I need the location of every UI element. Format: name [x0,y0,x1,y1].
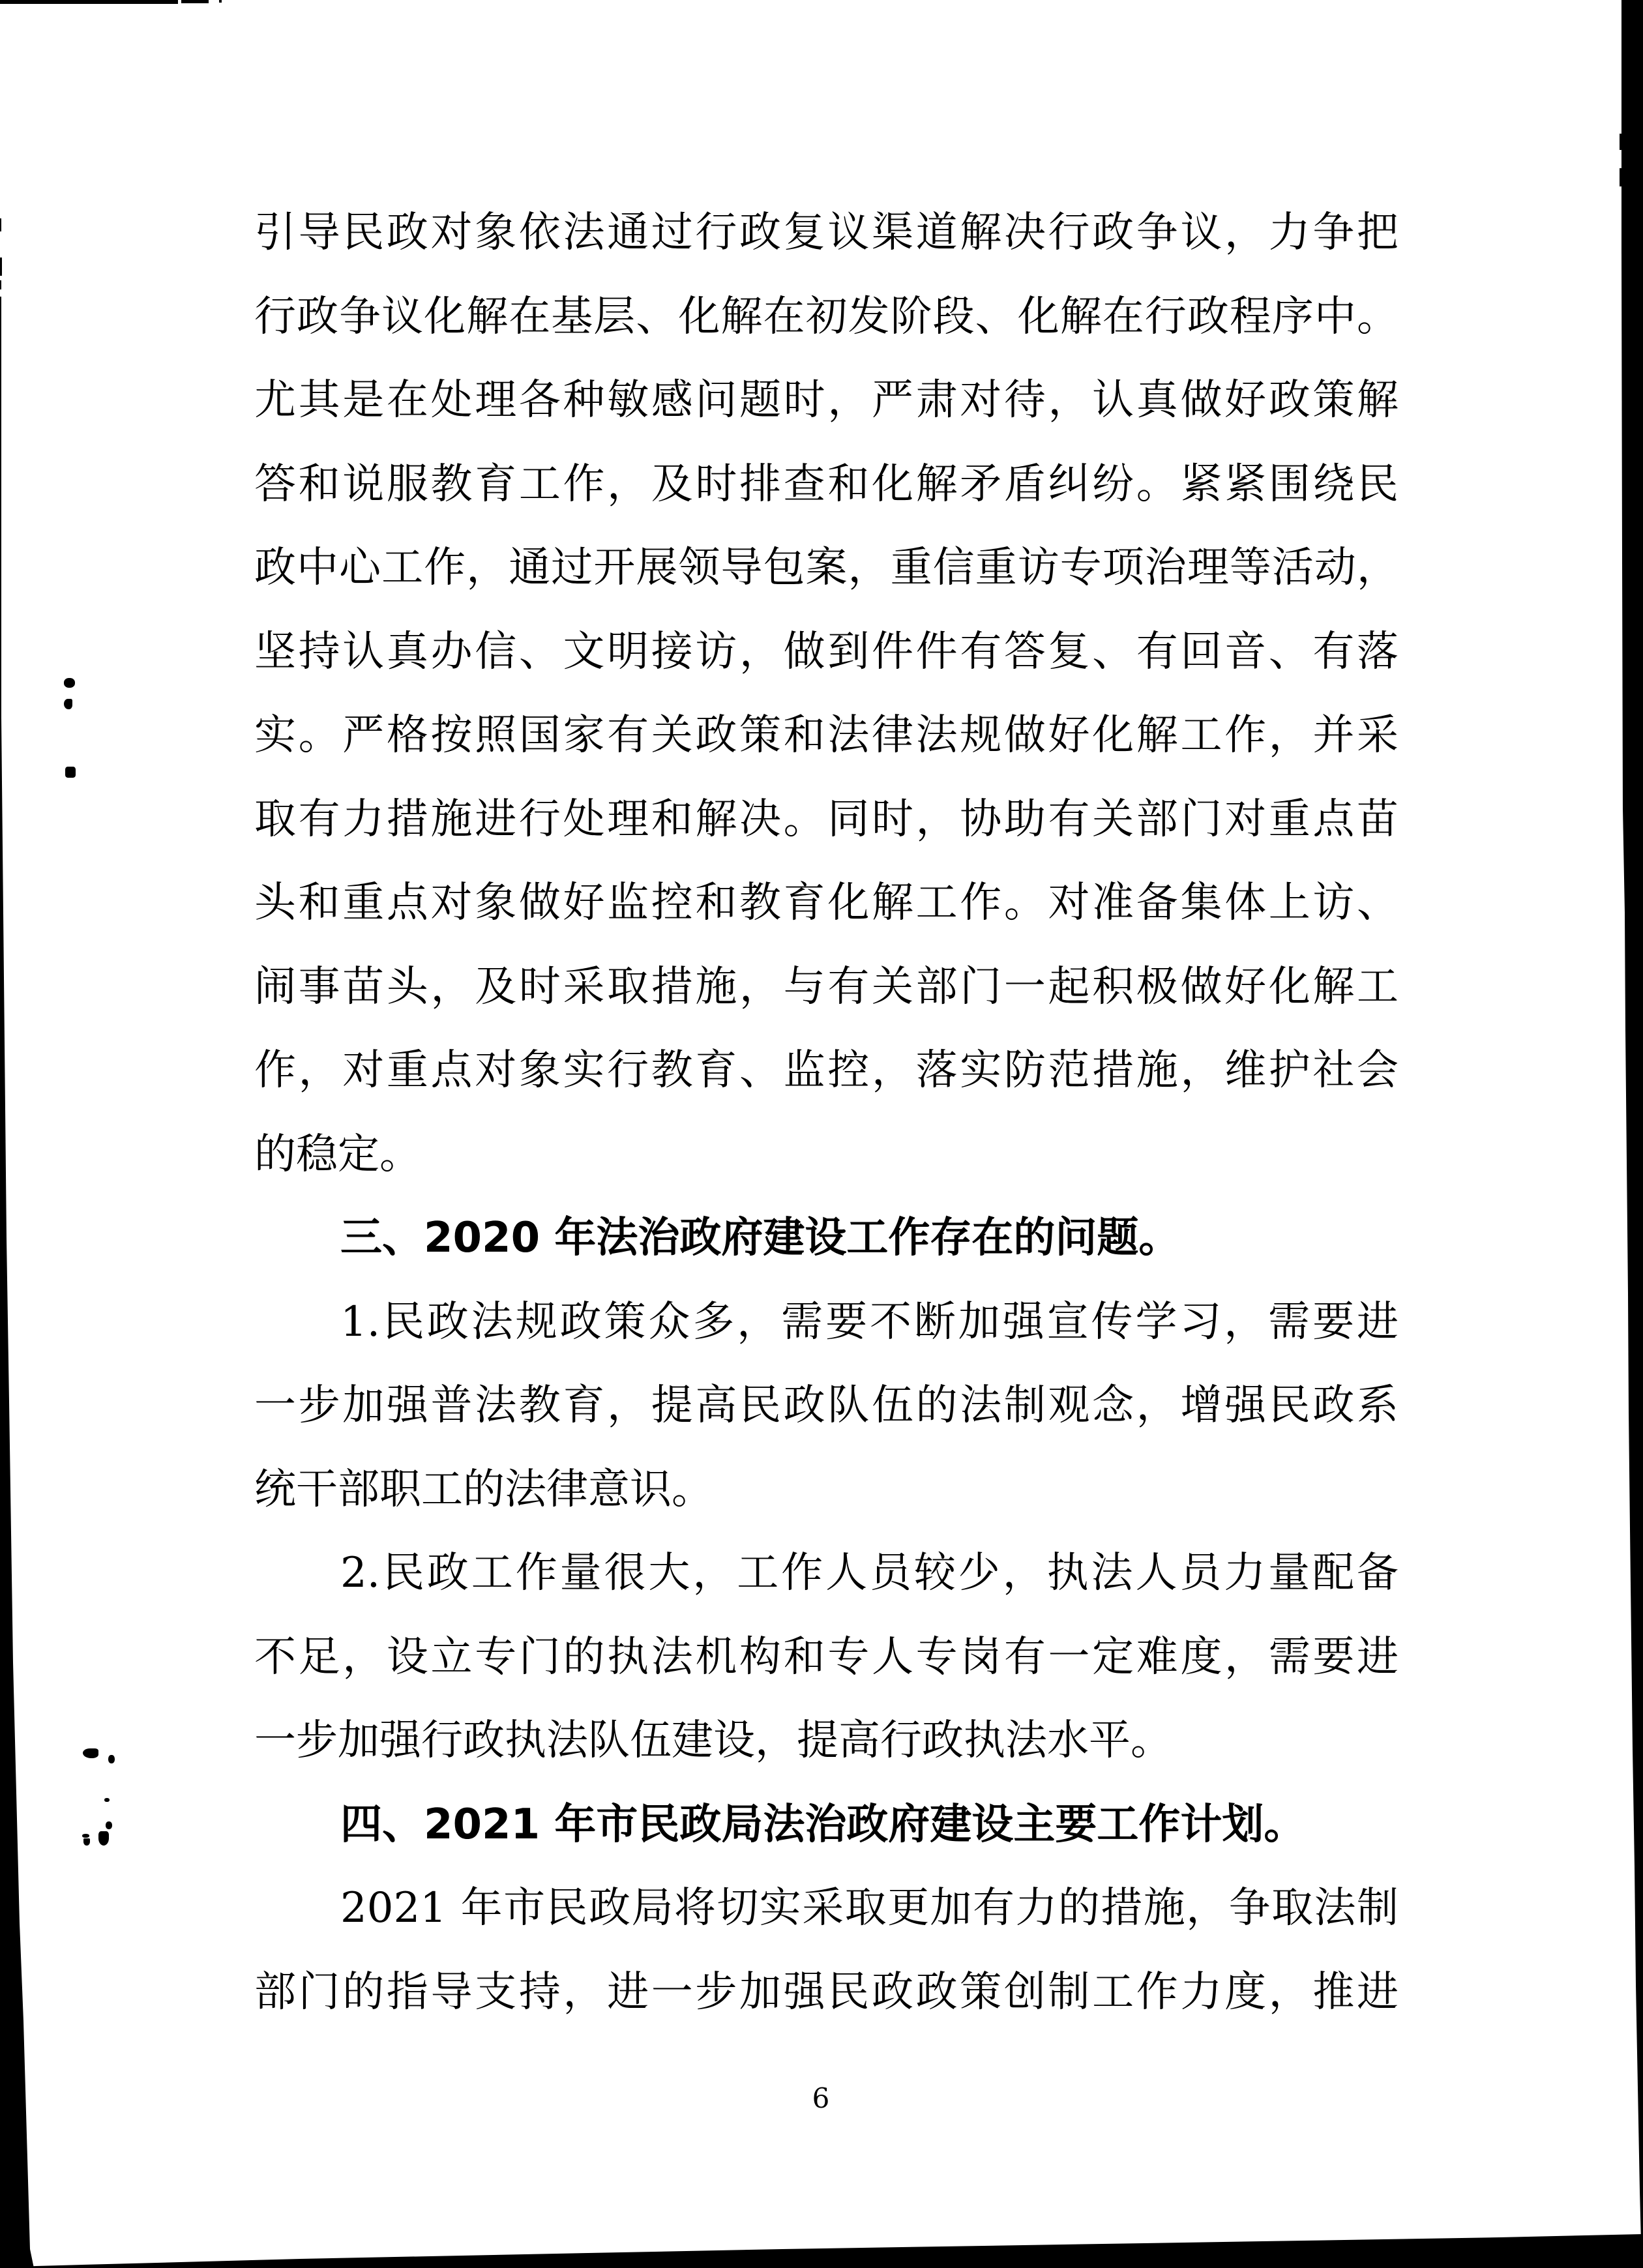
text-line: 闹事苗头，及时采取措施，与有关部门一起积极做好化解工 [254,962,1399,1011]
text-line: 统干部职工的法律意识。 [254,1465,713,1514]
ink-speck [64,699,72,709]
text-line: 尤其是在处理各种敏感问题时，严肃对待，认真做好政策解 [254,376,1399,424]
text-line: 部门的指导支持，进一步加强民政政策创制工作力度，推进 [254,1967,1399,2016]
scan-edge-top-bar [0,0,178,4]
scan-edge-bottom-wedge [0,2230,1643,2268]
ink-speck [106,1821,112,1829]
scan-edge-top-bar-short [181,0,209,3]
scan-edge-right-dash [1620,168,1621,186]
text-line: 头和重点对象做好监控和教育化解工作。对准备集体上访、 [254,879,1399,927]
text-line: 取有力措施进行处理和解决。同时，协助有关部门对重点苗 [254,795,1399,844]
ink-speck [82,1834,89,1838]
scan-edge-left-dash [0,218,1,231]
document-body [254,191,1399,2034]
ink-speck [83,1748,98,1758]
text-line: 1.民政法规政策众多，需要不断加强宣传学习，需要进 [340,1297,1399,1346]
text-line: 行政争议化解在基层、化解在初发阶段、化解在行政程序中。 [254,292,1399,341]
ink-speck [65,767,76,778]
ink-speck [64,678,75,688]
text-line: 一步加强行政执法队伍建设，提高行政执法水平。 [254,1716,1172,1765]
scan-edge-right-dash [1620,134,1621,150]
scan-edge-left-wedge [0,0,34,2268]
ink-speck [98,1831,109,1846]
text-line: 引导民政对象依法通过行政复议渠道解决行政争议，力争把 [254,209,1399,257]
text-line: 不足，设立专门的执法机构和专人专岗有一定难度，需要进 [254,1632,1399,1681]
page-number: 6 [812,2082,830,2114]
scan-edge-top-tick [219,0,222,3]
ink-speck [104,1798,110,1802]
ink-speck [83,1838,90,1846]
section-heading: 三、2020 年法治政府建设工作存在的问题。 [340,1214,1181,1262]
scan-edge-left-dash [0,258,2,276]
text-line: 坚持认真办信、文明接访，做到件件有答复、有回音、有落 [254,627,1399,676]
scan-edge-right-wedge [1617,0,1643,2268]
text-line: 的稳定。 [254,1130,421,1179]
text-line: 一步加强普法教育，提高民政队伍的法制观念，增强民政系 [254,1381,1399,1430]
section-heading: 四、2021 年市民政局法治政府建设主要工作计划。 [340,1800,1306,1849]
text-line: 2.民政工作量很大，工作人员较少，执法人员力量配备 [340,1549,1399,1597]
ink-speck [108,1755,115,1763]
text-line: 作，对重点对象实行教育、监控，落实防范措施，维护社会 [254,1046,1399,1095]
text-line: 2021 年市民政局将切实采取更加有力的措施，争取法制 [340,1884,1399,1932]
text-line: 答和说服教育工作，及时排查和化解矛盾纠纷。紧紧围绕民 [254,460,1399,508]
text-line: 政中心工作，通过开展领导包案，重信重访专项治理等活动， [254,544,1399,592]
scan-edge-left-dash [0,280,1,289]
text-line: 实。严格按照国家有关政策和法律法规做好化解工作，并采 [254,711,1399,759]
